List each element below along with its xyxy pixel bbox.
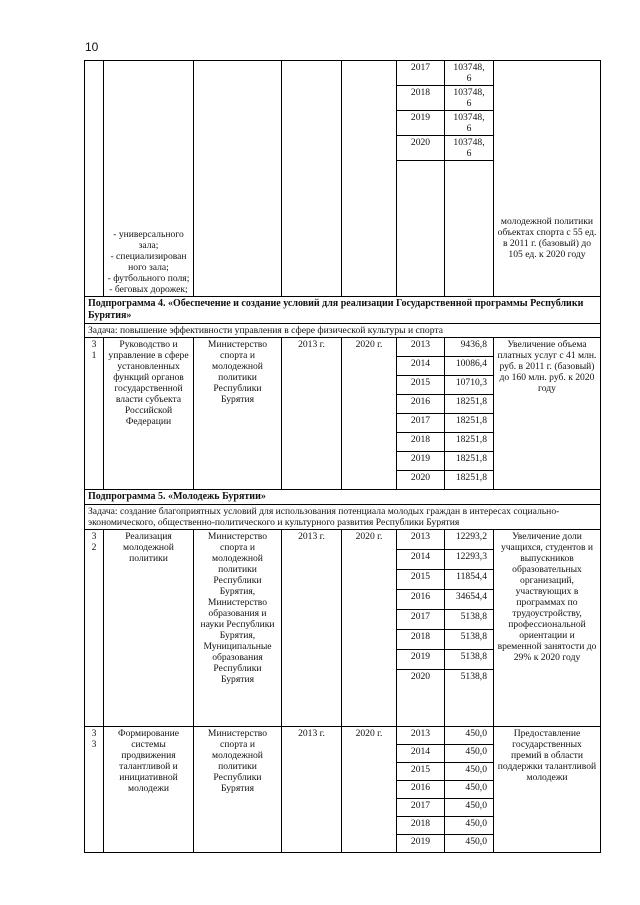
value-cell: 103748, 6 xyxy=(445,136,494,161)
year-cell: 2016 xyxy=(397,781,445,799)
value-cell xyxy=(445,161,494,297)
num-cell xyxy=(85,61,104,297)
value-cell: 450,0 xyxy=(445,727,494,745)
year-cell: 2019 xyxy=(397,452,445,471)
year-cell: 2018 xyxy=(397,86,445,111)
table-row xyxy=(85,338,601,357)
executor-cell: Министерство спорта и молодежной политики Республики Бурятия xyxy=(194,338,282,490)
task-text: Задача: создание благоприятных условий для использования потенциала молодых граждан в интересах социально-экономического, общественно-политического и культурного развития Республики Бурятия xyxy=(85,505,601,530)
page-number: 10 xyxy=(85,40,99,54)
start-cell: 2013 г. xyxy=(282,338,342,490)
year-cell xyxy=(397,161,445,297)
year-cell: 2016 xyxy=(397,395,445,414)
start-cell xyxy=(282,61,342,297)
year-cell: 2015 xyxy=(397,376,445,395)
value-cell: 450,0 xyxy=(445,817,494,835)
subprogram-heading-row xyxy=(85,490,601,505)
value-cell: 12293,3 xyxy=(445,550,494,570)
table-row xyxy=(85,530,601,550)
table-row xyxy=(85,727,601,745)
value-cell: 10086,4 xyxy=(445,357,494,376)
year-cell: 2013 xyxy=(397,530,445,550)
year-cell: 2014 xyxy=(397,745,445,763)
year-cell: 2019 xyxy=(397,835,445,853)
activity-cell: Формирование системы продвижения талантливой и инициативной молодежи xyxy=(104,727,194,853)
value-cell: 5138,8 xyxy=(445,670,494,727)
value-cell: 18251,8 xyxy=(445,452,494,471)
program-table xyxy=(84,60,601,853)
end-cell: 2020 г. xyxy=(342,727,397,853)
year-cell: 2013 xyxy=(397,727,445,745)
value-cell: 103748, 6 xyxy=(445,61,494,86)
year-cell: 2014 xyxy=(397,357,445,376)
indicator-cell: Увеличение доли учащихся, студентов и выпускников образовательных организаций, участвующих в программах по трудоустройству, профессиональной ориентации и временной занятости до 29% к 2020 году xyxy=(494,530,601,727)
value-cell: 5138,8 xyxy=(445,630,494,650)
activity-cell: Реализация молодежной политики xyxy=(104,530,194,727)
subprogram-heading: Подпрограмма 5. «Молодежь Бурятии» xyxy=(85,490,601,505)
num-cell: 3 3 xyxy=(85,727,104,853)
start-cell: 2013 г. xyxy=(282,727,342,853)
value-cell: 450,0 xyxy=(445,745,494,763)
value-cell: 18251,8 xyxy=(445,414,494,433)
year-cell: 2020 xyxy=(397,136,445,161)
value-cell: 18251,8 xyxy=(445,471,494,490)
value-cell: 12293,2 xyxy=(445,530,494,550)
year-cell: 2019 xyxy=(397,650,445,670)
year-cell: 2017 xyxy=(397,610,445,630)
year-cell: 2016 xyxy=(397,590,445,610)
activity-cell: Руководство и управление в сфере установленных функций органов государственной власти субъекта Российской Федерации xyxy=(104,338,194,490)
value-cell: 18251,8 xyxy=(445,395,494,414)
value-cell: 103748, 6 xyxy=(445,86,494,111)
num-cell: 3 2 xyxy=(85,530,104,727)
year-cell: 2018 xyxy=(397,630,445,650)
value-cell: 103748, 6 xyxy=(445,111,494,136)
year-cell: 2020 xyxy=(397,670,445,727)
value-cell: 11854,4 xyxy=(445,570,494,590)
num-cell: 3 1 xyxy=(85,338,104,490)
end-cell: 2020 г. xyxy=(342,338,397,490)
indicator-cell: Предоставление государственных премий в области поддержки талантливой молодежи xyxy=(494,727,601,853)
year-cell: 2017 xyxy=(397,61,445,86)
activity-cell: - универсального зала; - специализирован ного зала; - футбольного поля; - беговых дорожек; xyxy=(104,61,194,297)
end-cell: 2020 г. xyxy=(342,530,397,727)
end-cell xyxy=(342,61,397,297)
value-cell: 5138,8 xyxy=(445,610,494,630)
indicator-cell: молодежной политики объектах спорта с 55 ед. в 2011 г. (базовый) до 105 ед. к 2020 году xyxy=(494,61,601,297)
year-cell: 2018 xyxy=(397,817,445,835)
value-cell: 450,0 xyxy=(445,763,494,781)
table-row xyxy=(85,61,601,86)
subprogram-heading: Подпрограмма 4. «Обеспечение и создание условий для реализации Государственной программы Республики Бурятия» xyxy=(85,297,601,324)
value-cell: 9436,8 xyxy=(445,338,494,357)
value-cell: 5138,8 xyxy=(445,650,494,670)
year-cell: 2017 xyxy=(397,799,445,817)
executor-cell: Министерство спорта и молодежной политики Республики Бурятия, Министерство образования и науки Республики Бурятия, Муниципальные образования Республики Бурятия xyxy=(194,530,282,727)
value-cell: 18251,8 xyxy=(445,433,494,452)
year-cell: 2018 xyxy=(397,433,445,452)
year-cell: 2013 xyxy=(397,338,445,357)
task-text: Задача: повышение эффективности управления в сфере физической культуры и спорта xyxy=(85,324,601,338)
year-cell: 2020 xyxy=(397,471,445,490)
value-cell: 34654,4 xyxy=(445,590,494,610)
task-row xyxy=(85,324,601,338)
year-cell: 2017 xyxy=(397,414,445,433)
value-cell: 450,0 xyxy=(445,835,494,853)
executor-cell: Министерство спорта и молодежной политики Республики Бурятия xyxy=(194,727,282,853)
year-cell: 2019 xyxy=(397,111,445,136)
year-cell: 2015 xyxy=(397,763,445,781)
task-row xyxy=(85,505,601,530)
indicator-cell: Увеличение объема платных услуг с 41 млн. руб. в 2011 г. (базовый) до 160 млн. руб. к 2020 году xyxy=(494,338,601,490)
value-cell: 10710,3 xyxy=(445,376,494,395)
year-cell: 2014 xyxy=(397,550,445,570)
value-cell: 450,0 xyxy=(445,799,494,817)
executor-cell xyxy=(194,61,282,297)
value-cell: 450,0 xyxy=(445,781,494,799)
subprogram-heading-row xyxy=(85,297,601,324)
start-cell: 2013 г. xyxy=(282,530,342,727)
year-cell: 2015 xyxy=(397,570,445,590)
